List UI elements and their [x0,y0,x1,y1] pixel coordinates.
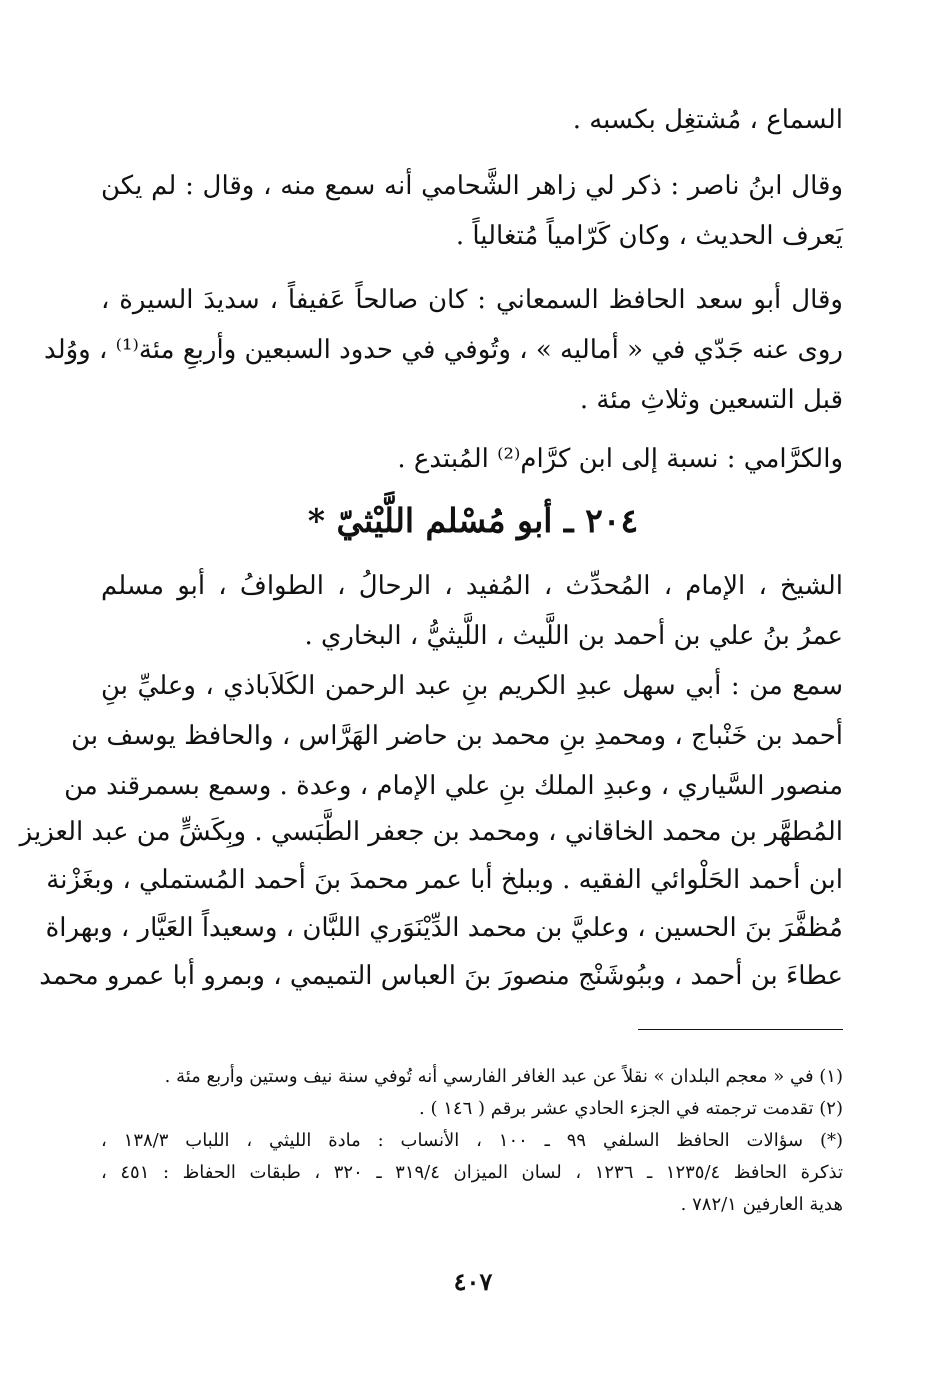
footnote: (*) سؤالات الحافظ السلفي ٩٩ ـ ١٠٠ ، الأنساب : مادة الليثي ، اللباب ١٣٨/٣ ، [101,1130,844,1151]
entry-heading: ٢٠٤ ـ أبو مُسْلم اللَّيْثيّ * [307,501,639,540]
body-line: مُظفَّرَ بنَ الحسين ، وعليَّ بن محمد الدِّيْنَوَري اللبَّان ، وسعيداً العَيَّار ، وبهراة [45,913,843,943]
body-line: المُطهَّر بن محمد الخاقاني ، ومحمد بن جعفر الطَّبَسي . وبِكَشٍّ من عبد العزيز [19,817,843,847]
footnote: تذكرة الحافظ ١٢٣٥/٤ ـ ١٢٣٦ ، لسان الميزان ٣١٩/٤ ـ ٣٢٠ ، طبقات الحفاظ : ٤٥١ ، [101,1162,843,1183]
body-line: عطاءَ بن أحمد ، وببُوشَنْج منصورَ بنَ العباس التميمي ، وبمرو أبا عمرو محمد [39,961,843,991]
body-line: قبل التسعين وثلاثِ مئة . [579,385,843,415]
body-line: الشيخ ، الإمام ، المُحدِّث ، المُفيد ، الرحالُ ، الطوافُ ، أبو مسلم [101,571,843,601]
body-line: يَعرف الحديث ، وكان كَرّامياً مُتغالياً . [455,221,843,251]
body-line: والكرَّامي : نسبة إلى ابن كرَّام⁽²⁾ المُبتدع . [397,444,843,474]
body-line: عمرُ بنُ علي بن أحمد بن اللَّيث ، اللَّيثيُّ ، البخاري . [304,621,843,651]
body-line: روى عنه جَدّي في « أماليه » ، وتُوفي في حدود السبعين وأربعِ مئة⁽¹⁾ ، ووُلد [44,335,843,365]
body-line: أحمد بن خَنْباج ، ومحمدِ بنِ محمد بن حاضر الهَرَّاس ، والحافظ يوسف بن [71,721,843,751]
footnote-separator [638,1029,843,1030]
body-line: السماع ، مُشتغِل بكسبه . [572,105,843,135]
body-line: سمع من : أبي سهل عبدِ الكريم بنِ عبد الرحمن الكَلاَباذي ، وعليِّ بنِ [101,671,843,701]
body-line: وقال أبو سعد الحافظ السمعاني : كان صالحاً عَفيفاً ، سديدَ السيرة ، [101,285,843,315]
body-line: منصور السَّياري ، وعبدِ الملك بنِ علي الإمام ، وعدة . وسمع بسمرقند من [64,771,843,801]
footnote: هدية العارفين ٧٨٢/١ . [680,1194,843,1215]
page-number: ٤٠٧ [453,1267,493,1296]
footnote: (١) في « معجم البلدان » نقلاً عن عبد الغافر الفارسي أنه تُوفي سنة نيف وستين وأربع مئة . [164,1066,843,1087]
body-line: وقال ابنُ ناصر : ذكر لي زاهر الشَّحامي أنه سمع منه ، وقال : لم يكن [101,171,843,201]
body-line: ابن أحمد الحَلْوائي الفقيه . وببلخ أبا عمر محمدَ بنَ أحمد المُستملي ، وبغَزْنة [46,865,843,895]
footnote: (٢) تقدمت ترجمته في الجزء الحادي عشر برقم ( ١٤٦ ) . [419,1098,843,1119]
